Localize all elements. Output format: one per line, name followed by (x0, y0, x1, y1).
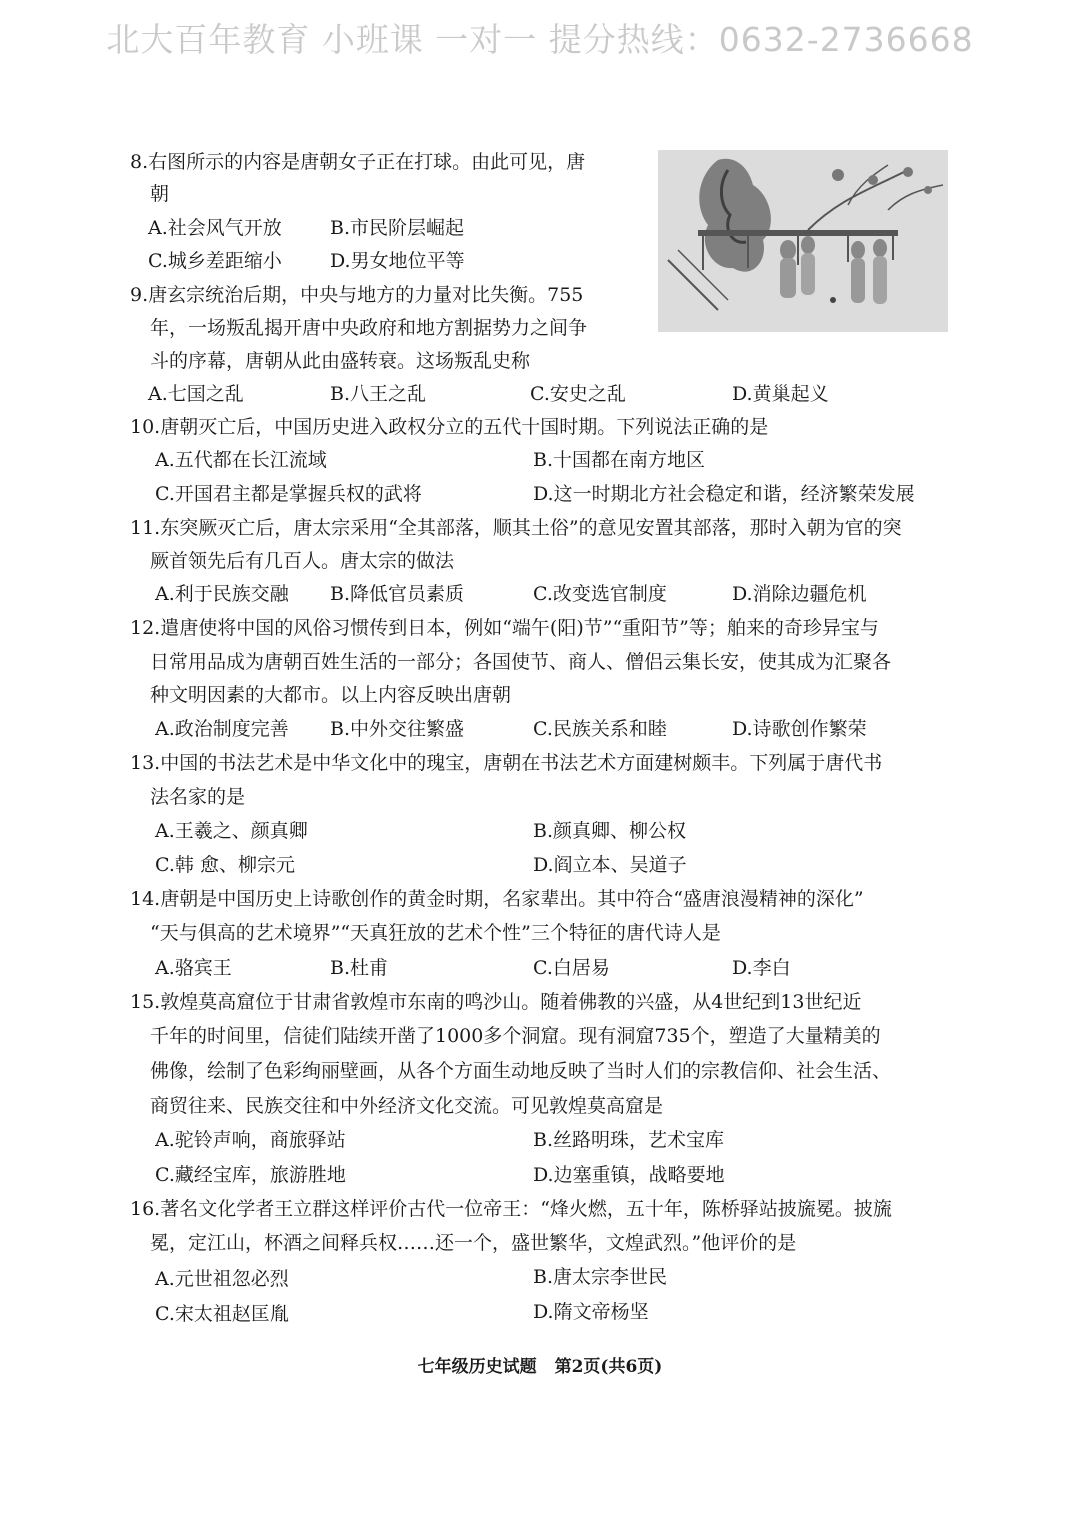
q12-option-c: C.民族关系和睦 (533, 718, 667, 740)
footer-page-number: 第2页(共6页) (554, 1357, 663, 1377)
q8-option-d: D.男女地位平等 (330, 250, 465, 272)
q9-option-b: B.八王之乱 (330, 383, 427, 405)
q15-stem-line3: 佛像，绘制了色彩绚丽壁画，从各个方面生动地反映了当时人们的宗教信仰、社会生活、 (150, 1060, 892, 1082)
q13-stem-line2: 法名家的是 (150, 786, 246, 808)
q9-stem-line2: 年，一场叛乱揭开唐中央政府和地方割据势力之间争 (150, 317, 588, 339)
watermark-banner: 北大百年教育 小班课 一对一 提分热线：0632-2736668 (106, 20, 974, 59)
page-footer (0, 1352, 1080, 1377)
q12-stem-line3: 种文明因素的大都市。以上内容反映出唐朝 (150, 684, 512, 706)
q8-stem-line2: 朝 (150, 183, 170, 205)
q13-option-c: C.韩 愈、柳宗元 (155, 854, 295, 876)
q14-option-d: D.李白 (732, 957, 791, 979)
q10-option-c: C.开国君主都是掌握兵权的武将 (155, 483, 422, 505)
q11-stem-line2: 厥首领先后有几百人。唐太宗的做法 (150, 550, 455, 572)
q15-stem-line4: 商贸往来、民族交往和中外经济文化交流。可见敦煌莫高窟是 (150, 1095, 664, 1117)
q10-option-d: D.这一时期北方社会稳定和谐，经济繁荣发展 (533, 483, 915, 505)
q12-stem-line1: 12.遣唐使将中国的风俗习惯传到日本，例如“端午(阳)节”“重阳节”等；舶来的奇珍异宝与 (130, 617, 879, 639)
q10-stem-line1: 10.唐朝灭亡后，中国历史进入政权分立的五代十国时期。下列说法正确的是 (130, 416, 769, 438)
q16-stem-line1: 16.著名文化学者王立群这样评价古代一位帝王：“烽火燃，五十年，陈桥驿站披旒冕。披旒 (130, 1198, 892, 1220)
q12-option-b: B.中外交往繁盛 (330, 718, 465, 740)
q8-option-c: C.城乡差距缩小 (148, 250, 282, 272)
q8-option-b: B.市民阶层崛起 (330, 217, 465, 239)
q11-stem-line1: 11.东突厥灭亡后，唐太宗采用“全其部落，顺其土俗”的意见安置其部落，那时入朝为官的突 (130, 517, 902, 539)
q13-option-d: D.阎立本、吴道子 (533, 854, 687, 876)
painting-image (658, 150, 948, 332)
q11-option-a: A.利于民族交融 (155, 583, 289, 605)
q15-option-a: A.驼铃声响，商旅驿站 (155, 1129, 346, 1151)
q14-option-b: B.杜甫 (330, 957, 389, 979)
q11-option-d: D.消除边疆危机 (732, 583, 867, 605)
q13-stem-line1: 13.中国的书法艺术是中华文化中的瑰宝，唐朝在书法艺术方面建树颇丰。下列属于唐代书 (130, 752, 883, 774)
q12-stem-line2: 日常用品成为唐朝百姓生活的一部分；各国使节、商人、僧侣云集长安，使其成为汇聚各 (150, 651, 892, 673)
q16-option-d: D.隋文帝杨坚 (533, 1301, 649, 1323)
q15-option-c: C.藏经宝库，旅游胜地 (155, 1164, 346, 1186)
q12-option-d: D.诗歌创作繁荣 (732, 718, 867, 740)
q14-stem-line2: “天与俱高的艺术境界”“天真狂放的艺术个性”三个特征的唐代诗人是 (150, 922, 721, 944)
q10-option-a: A.五代都在长江流域 (155, 449, 327, 471)
q13-option-a: A.王羲之、颜真卿 (155, 820, 308, 842)
q13-option-b: B.颜真卿、柳公权 (533, 820, 687, 842)
q14-stem-line1: 14.唐朝是中国历史上诗歌创作的黄金时期，名家辈出。其中符合“盛唐浪漫精神的深化” (130, 888, 864, 910)
q14-option-c: C.白居易 (533, 957, 610, 979)
q15-option-d: D.边塞重镇，战略要地 (533, 1164, 725, 1186)
footer-title: 七年级历史试题 (417, 1357, 537, 1377)
painting-svg (658, 150, 948, 332)
q12-option-a: A.政治制度完善 (155, 718, 289, 740)
q9-stem-line3: 斗的序幕，唐朝从此由盛转衰。这场叛乱史称 (150, 350, 531, 372)
q14-option-a: A.骆宾王 (155, 957, 232, 979)
q9-option-a: A.七国之乱 (148, 383, 244, 405)
q15-stem-line2: 千年的时间里，信徒们陆续开凿了1000多个洞窟。现有洞窟735个，塑造了大量精美的 (150, 1025, 881, 1047)
q8-stem-line1: 8.右图所示的内容是唐朝女子正在打球。由此可见，唐 (130, 151, 586, 173)
q10-option-b: B.十国都在南方地区 (533, 449, 706, 471)
q11-option-b: B.降低官员素质 (330, 583, 465, 605)
q11-option-c: C.改变选官制度 (533, 583, 667, 605)
q9-option-d: D.黄巢起义 (732, 383, 829, 405)
q9-option-c: C.安史之乱 (530, 383, 626, 405)
q16-option-c: C.宋太祖赵匡胤 (155, 1303, 289, 1325)
q16-stem-line2: 冕，定江山，杯酒之间释兵权……还一个，盛世繁华，文煌武烈。”他评价的是 (150, 1232, 797, 1254)
q9-stem-line1: 9.唐玄宗统治后期，中央与地方的力量对比失衡。755 (130, 284, 584, 306)
q15-stem-line1: 15.敦煌莫高窟位于甘肃省敦煌市东南的鸣沙山。随着佛教的兴盛，从4世纪到13世纪近 (130, 991, 862, 1013)
q15-option-b: B.丝路明珠，艺术宝库 (533, 1129, 725, 1151)
q8-option-a: A.社会风气开放 (148, 217, 282, 239)
q16-option-b: B.唐太宗李世民 (533, 1266, 668, 1288)
q16-option-a: A.元世祖忽必烈 (155, 1268, 289, 1290)
